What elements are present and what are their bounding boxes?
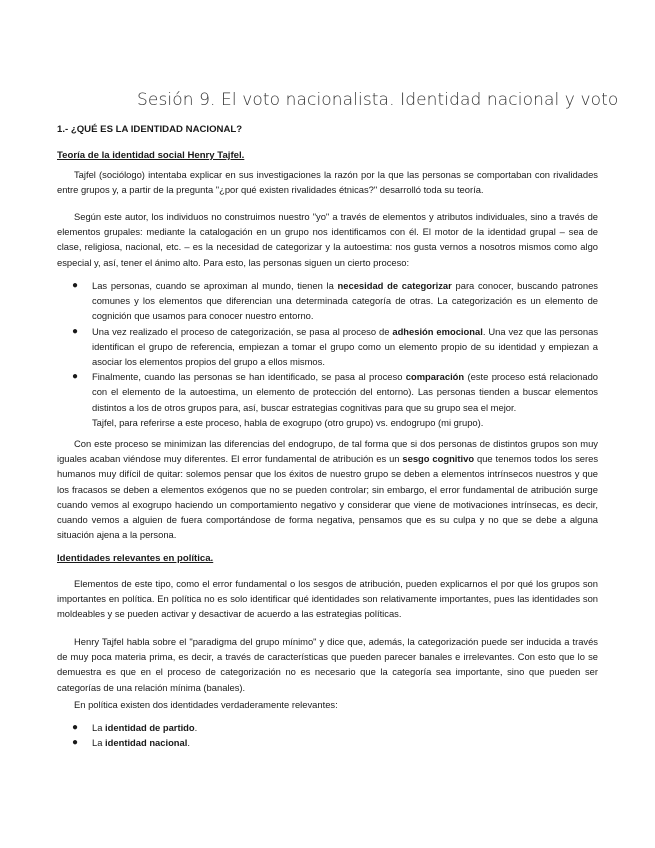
list-text: para conocer, buscando patrones comunes y los elementos que diferencian una determinada categoría de otras. La categorización es un elemento de cognición que usamos para conocer nuestro entorno. [92, 280, 598, 322]
bullet-icon: ● [72, 737, 79, 749]
paragraph-1: Tajfel (sociólogo) intentaba explicar en sus investigaciones la razón por la que las personas se comportaban con rivalidades entre grupos y, a partir de la pregunta "¿por qué existen rivalidades étnicas?" desarrolló toda su teoría. [57, 169, 598, 196]
paragraph-6: En política existen dos identidades verdaderamente relevantes: [74, 699, 338, 710]
list-item [57, 720, 598, 735]
bold-term: comparación [405, 371, 465, 383]
bullet-icon: ● [72, 722, 79, 733]
list-text: Las personas, cuando se aproximan al mundo, tienen la [92, 280, 338, 291]
subsection-heading: Teoría de la identidad social Henry Tajfel. [57, 150, 245, 161]
bold-term: adhesión emocional [392, 325, 483, 337]
list-item [57, 735, 598, 750]
bullet-icon: ● [72, 371, 79, 383]
list-subnote: Tajfel, para referirse a este proceso, habla de exogrupo (otro grupo) vs. endogrupo (mi grupo). [92, 416, 484, 428]
bold-term: sesgo cognitivo [402, 453, 475, 465]
section-heading: 1.- ¿QUÉ ES LA IDENTIDAD NACIONAL? [57, 124, 243, 135]
bold-term: identidad de partido [105, 722, 195, 733]
identities-list [57, 720, 598, 750]
bold-term: identidad nacional [105, 737, 188, 749]
list-item [57, 369, 598, 430]
paragraph-5: Henry Tajfel habla sobre el "paradigma del grupo mínimo" y dice que, además, la categorización puede ser inducida a través de muy poca materia prima, es decir, a través de características que pueden parecer banales e irrelevantes. Con esto que lo se demuestra es que en el proceso de categorización no es necesario que la categoría sea importante, sino que pueden ser categorías de una relación mínima (banales). [57, 636, 598, 693]
paragraph-2: Según este autor, los individuos no construimos nuestro "yo" a través de elementos y atributos individuales, sino a través de elementos grupales: mediante la catalogación en un grupo nos identificamos con él. El motor de la identidad grupal – sea de clase, religiosa, nacional, etc. – es la necesidad de categorizar y la autoestima: nos gusta vernos a nosotros mismos como algo especial y, así, tener el ánimo alto. Para esto, las personas siguen un cierto proceso: [57, 211, 598, 268]
paragraph-4: Elementos de este tipo, como el error fundamental o los sesgos de atribución, pueden explicarnos el por qué los grupos son importantes en política. En política no es solo identificar qué identidades son relativamente importantes, pues las identidades son moldeables y se pueden activar y desactivar de acuerdo a las estrategias políticas. [57, 578, 598, 620]
list-text: La [92, 737, 106, 749]
subsection-heading: Identidades relevantes en política. [57, 553, 214, 564]
list-text: . [187, 737, 190, 749]
list-text: . Una vez que las personas identifican el grupo de referencia, empiezan a tomar el grupo como un elemento propio de su identidad y empiezan a asociar los elementos propios del grupo a ellos mismos. [92, 325, 599, 368]
list-text: La [92, 722, 106, 733]
list-text: Una vez realizado el proceso de categorización, se pasa al proceso de [92, 325, 393, 337]
bold-term: necesidad de categorizar [337, 280, 452, 291]
paragraph-text: que tenemos todos los seres humanos muy difícil de quitar: solemos pensar que los éxitos de nuestro grupo se deben a elementos intrínsecos nuestros y que los fracasos se deben a elementos exógenos que no se pueden controlar; sin embargo, el error fundamental de atribución surge cuando vemos al exogrupo haciendo un comportamiento negativo y considerar que viene de motivaciones intrínsecas, es decir, cuando vemos a alguien de fuera comportándose de forma negativa, pensamos que es su culpa y no que se debe a alguna situación ajena a la persona. [57, 453, 599, 541]
list-text: Finalmente, cuando las personas se han identificado, se pasa al proceso [92, 371, 406, 383]
paragraph-3 [57, 436, 598, 542]
bullet-icon: ● [72, 280, 79, 291]
list-item [57, 278, 598, 324]
list-text: (este proceso está relacionado con el elemento de la autoestima, un elemento de protección del entorno). Las personas tienden a buscar elementos distintos a los de otros grupos para, así, buscar estrategias cognitivas para que su grupo sea el mejor. [92, 371, 598, 413]
list-item [57, 324, 598, 370]
list-text: . [194, 722, 198, 733]
bullet-icon: ● [72, 325, 79, 337]
process-list [57, 278, 598, 430]
page-title: Sesión 9. El voto nacionalista. Identidad nacional y voto [137, 90, 619, 110]
paragraph-text: Con este proceso se minimizan las diferencias del endogrupo, de tal forma que si dos personas de distintos grupos son muy iguales acaban viéndose muy diferentes. El error fundamental de atribución es un [57, 438, 598, 465]
